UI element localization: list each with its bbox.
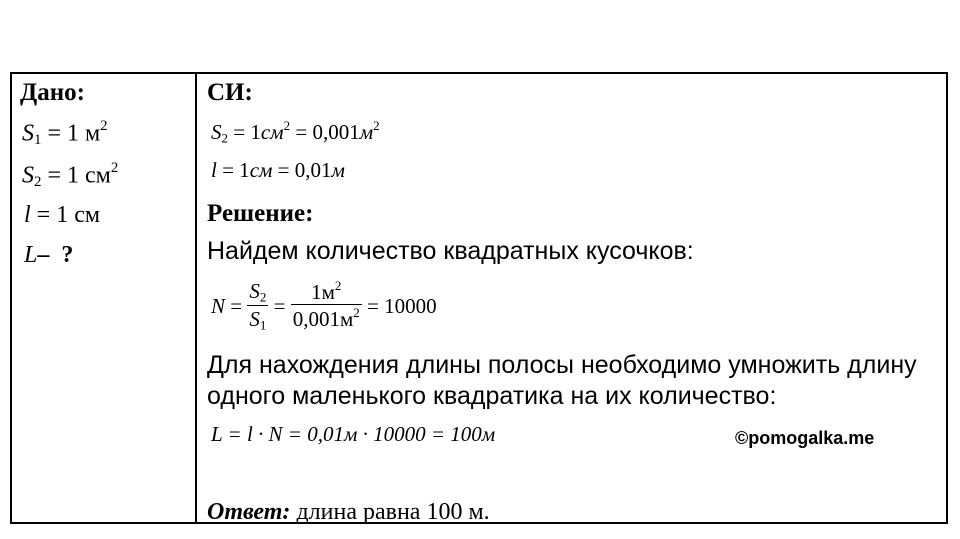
given-find bbox=[24, 242, 73, 269]
find-dash: – bbox=[37, 242, 50, 268]
fraction-values: $\frac{1м^2}{0,001м^2}$ bbox=[292, 278, 360, 332]
fraction-s2-s1: $\frac{S_2}{S_1}$ bbox=[249, 278, 267, 333]
s1-value: = 1 м bbox=[41, 120, 101, 147]
s1-symbol: S bbox=[22, 120, 34, 147]
answer-text: длина равна 100 м. bbox=[290, 499, 490, 525]
formula-2: L = l · N = 0,01м · 10000 = 100м bbox=[211, 422, 496, 446]
step-1-text: Найдем количество квадратных кусочков: bbox=[207, 237, 694, 265]
find-question: ? bbox=[61, 242, 74, 268]
given-s2 bbox=[22, 160, 118, 191]
watermark: ©pomogalka.me bbox=[735, 428, 875, 448]
formula-1: N = $\frac{S_2}{S_1}$ = $\frac{1м^2}{0,001м^2}$ = 10000 bbox=[211, 278, 437, 333]
find-symbol: L bbox=[24, 242, 38, 268]
solution-table bbox=[10, 72, 948, 524]
si-line-2: l = 1см = 0,01м bbox=[211, 158, 345, 182]
solution-column bbox=[197, 74, 946, 525]
answer-line bbox=[207, 499, 490, 526]
s2-subscript: 2 bbox=[34, 174, 42, 191]
answer-label: Ответ: bbox=[207, 499, 291, 525]
step-2-line-2: одного маленького квадратика на их количество: bbox=[207, 382, 777, 410]
s2-exponent: 2 bbox=[110, 160, 119, 176]
s1-subscript: 1 bbox=[34, 132, 42, 149]
given-l bbox=[24, 202, 100, 229]
s2-symbol: S bbox=[22, 162, 34, 189]
si-title: СИ: bbox=[207, 79, 253, 106]
step-2-line-1: Для нахождения длины полосы необходимо умножить длину bbox=[207, 351, 917, 379]
l-value: = 1 см bbox=[30, 202, 101, 228]
l-symbol: l bbox=[24, 202, 31, 228]
s2-value: = 1 см bbox=[41, 162, 111, 189]
si-line-1: $S_2 = 1см^2 = 0,001м^2$ bbox=[211, 118, 380, 146]
s1-exponent: 2 bbox=[100, 118, 108, 134]
solution-title: Решение: bbox=[207, 200, 314, 227]
given-column bbox=[12, 74, 197, 522]
given-title: Дано: bbox=[20, 79, 85, 106]
given-s1 bbox=[22, 118, 108, 149]
